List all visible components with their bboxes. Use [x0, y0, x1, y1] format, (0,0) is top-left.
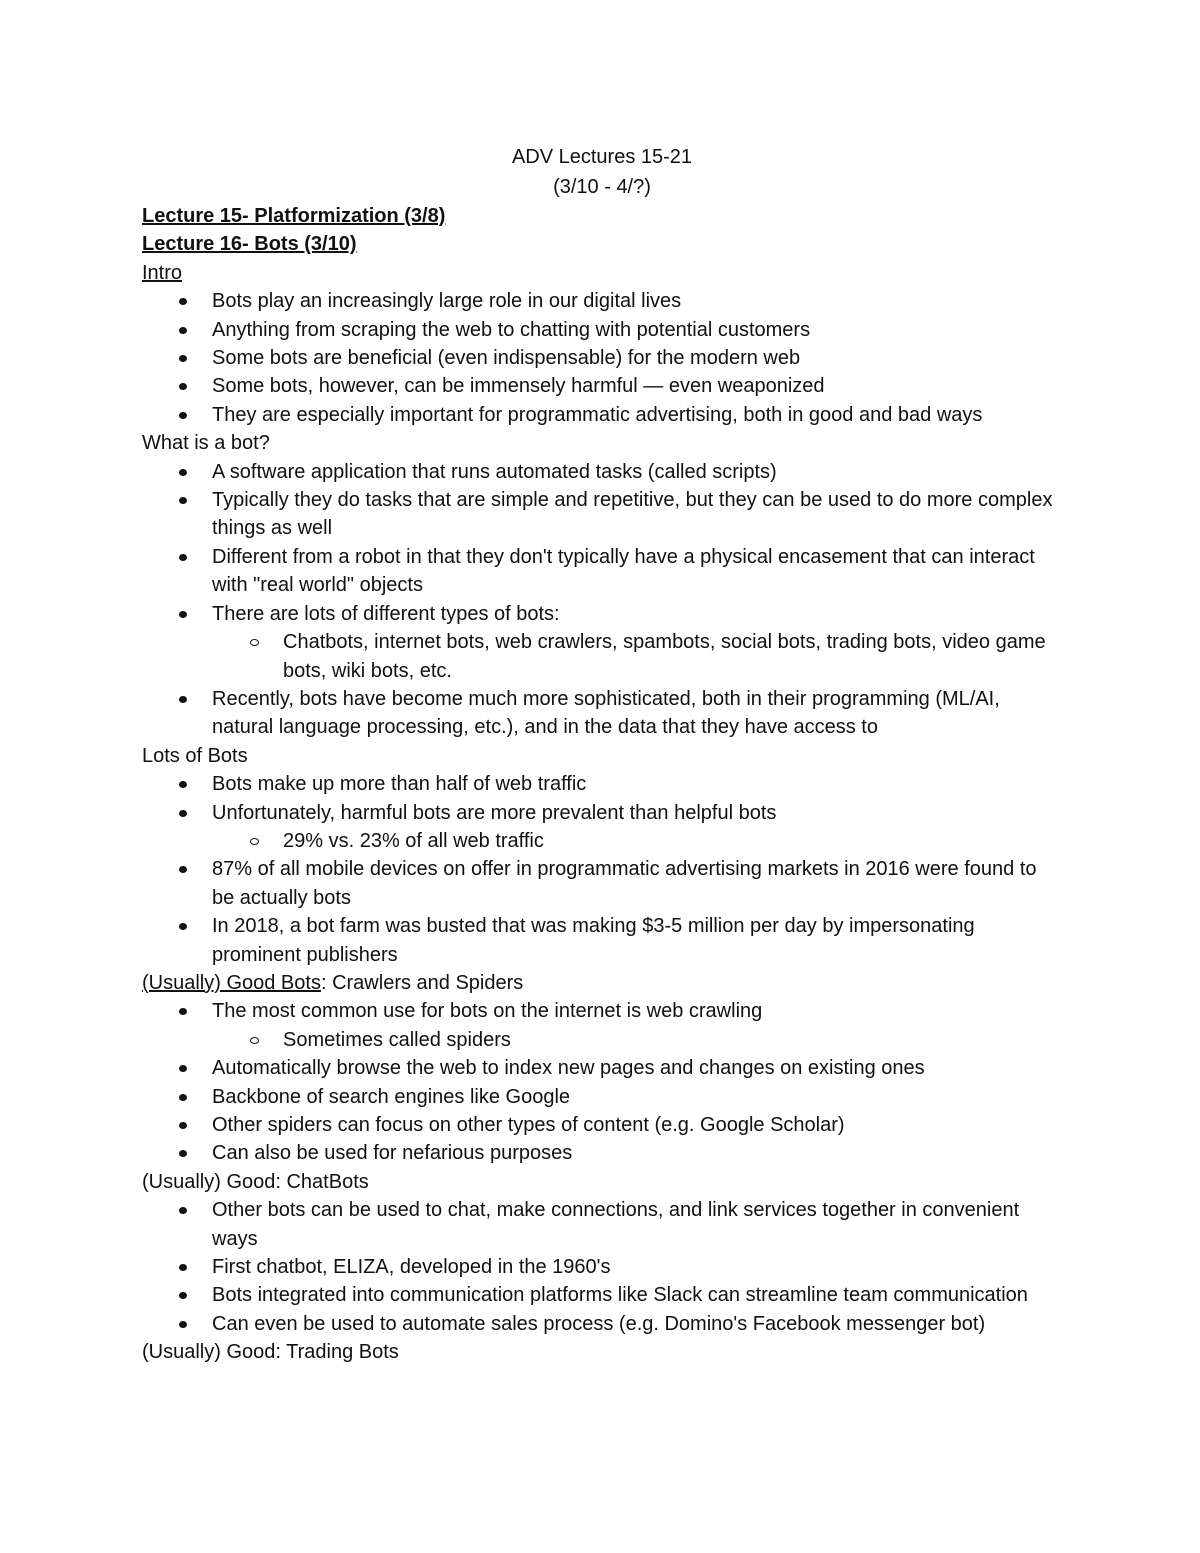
- list-item: Different from a robot in that they don't typically have a physical encasement that can interact with "real world" objects: [212, 543, 1062, 600]
- lecture-16-heading: Lecture 16- Bots (3/10): [142, 233, 357, 256]
- intro-heading: Intro: [142, 261, 183, 284]
- list-item: [212, 600, 1062, 685]
- sub-list-item: Sometimes called spiders: [283, 1026, 1062, 1054]
- list-item: Recently, bots have become much more sophisticated, both in their programming (ML/AI, natural language processing, etc.), and in the data that they have access to: [212, 685, 1062, 742]
- lots-of-bots-list: [142, 770, 1062, 969]
- intro-list: [142, 287, 1062, 429]
- list-item: [212, 799, 1062, 856]
- list-item: Other spiders can focus on other types of content (e.g. Google Scholar): [212, 1111, 1062, 1139]
- list-item-text: Unfortunately, harmful bots are more prevalent than helpful bots: [212, 801, 777, 824]
- list-item: Typically they do tasks that are simple and repetitive, but they can be used to do more complex things as well: [212, 486, 1062, 543]
- crawlers-heading-rest: : Crawlers and Spiders: [320, 971, 524, 994]
- list-item: In 2018, a bot farm was busted that was making $3-5 million per day by impersonating prominent publishers: [212, 912, 1062, 969]
- list-item: Can even be used to automate sales process (e.g. Domino's Facebook messenger bot): [212, 1310, 1062, 1338]
- document-page: [142, 142, 1062, 1367]
- list-item-text: The most common use for bots on the internet is web crawling: [212, 1000, 763, 1023]
- sub-list-item: 29% vs. 23% of all web traffic: [283, 827, 1062, 855]
- spiders-sublist: [212, 1026, 1062, 1054]
- crawlers-list: [142, 997, 1062, 1167]
- sub-list-item: Chatbots, internet bots, web crawlers, spambots, social bots, trading bots, video game bots, wiki bots, etc.: [283, 628, 1062, 685]
- list-item: Bots play an increasingly large role in our digital lives: [212, 287, 1062, 315]
- list-item: Other bots can be used to chat, make connections, and link services together in convenient ways: [212, 1196, 1062, 1253]
- list-item: Bots make up more than half of web traffic: [212, 770, 1062, 798]
- list-item-text: There are lots of different types of bots:: [212, 602, 560, 625]
- list-item: Backbone of search engines like Google: [212, 1083, 1062, 1111]
- list-item: [212, 997, 1062, 1054]
- document-title: ADV Lectures 15-21: [511, 146, 693, 168]
- lots-of-bots-heading: Lots of Bots: [142, 744, 248, 767]
- crawlers-heading-underlined: (Usually) Good Bots: [142, 971, 321, 994]
- what-is-bot-list: [142, 458, 1062, 742]
- list-item: 87% of all mobile devices on offer in programmatic advertising markets in 2016 were found to be actually bots: [212, 855, 1062, 912]
- list-item: First chatbot, ELIZA, developed in the 1960's: [212, 1253, 1062, 1281]
- traffic-stat-sublist: [212, 827, 1062, 855]
- list-item: Can also be used for nefarious purposes: [212, 1139, 1062, 1167]
- list-item: Anything from scraping the web to chatting with potential customers: [212, 316, 1062, 344]
- lecture-15-heading: Lecture 15- Platformization (3/8): [142, 205, 446, 227]
- crawlers-heading: [142, 969, 1062, 997]
- list-item: A software application that runs automated tasks (called scripts): [212, 458, 1062, 486]
- list-item: Some bots, however, can be immensely harmful — even weaponized: [212, 372, 1062, 400]
- chatbots-list: [142, 1196, 1062, 1338]
- trading-bots-heading: (Usually) Good: Trading Bots: [142, 1341, 399, 1364]
- list-item: They are especially important for programmatic advertising, both in good and bad ways: [212, 401, 1062, 429]
- list-item: Bots integrated into communication platforms like Slack can streamline team communication: [212, 1281, 1062, 1309]
- list-item: Automatically browse the web to index new pages and changes on existing ones: [212, 1054, 1062, 1082]
- what-is-bot-heading: What is a bot?: [142, 432, 270, 455]
- document-subtitle: (3/10 - 4/?): [553, 176, 651, 198]
- list-item: Some bots are beneficial (even indispensable) for the modern web: [212, 344, 1062, 372]
- bot-types-sublist: [212, 628, 1062, 685]
- chatbots-heading: (Usually) Good: ChatBots: [142, 1170, 369, 1193]
